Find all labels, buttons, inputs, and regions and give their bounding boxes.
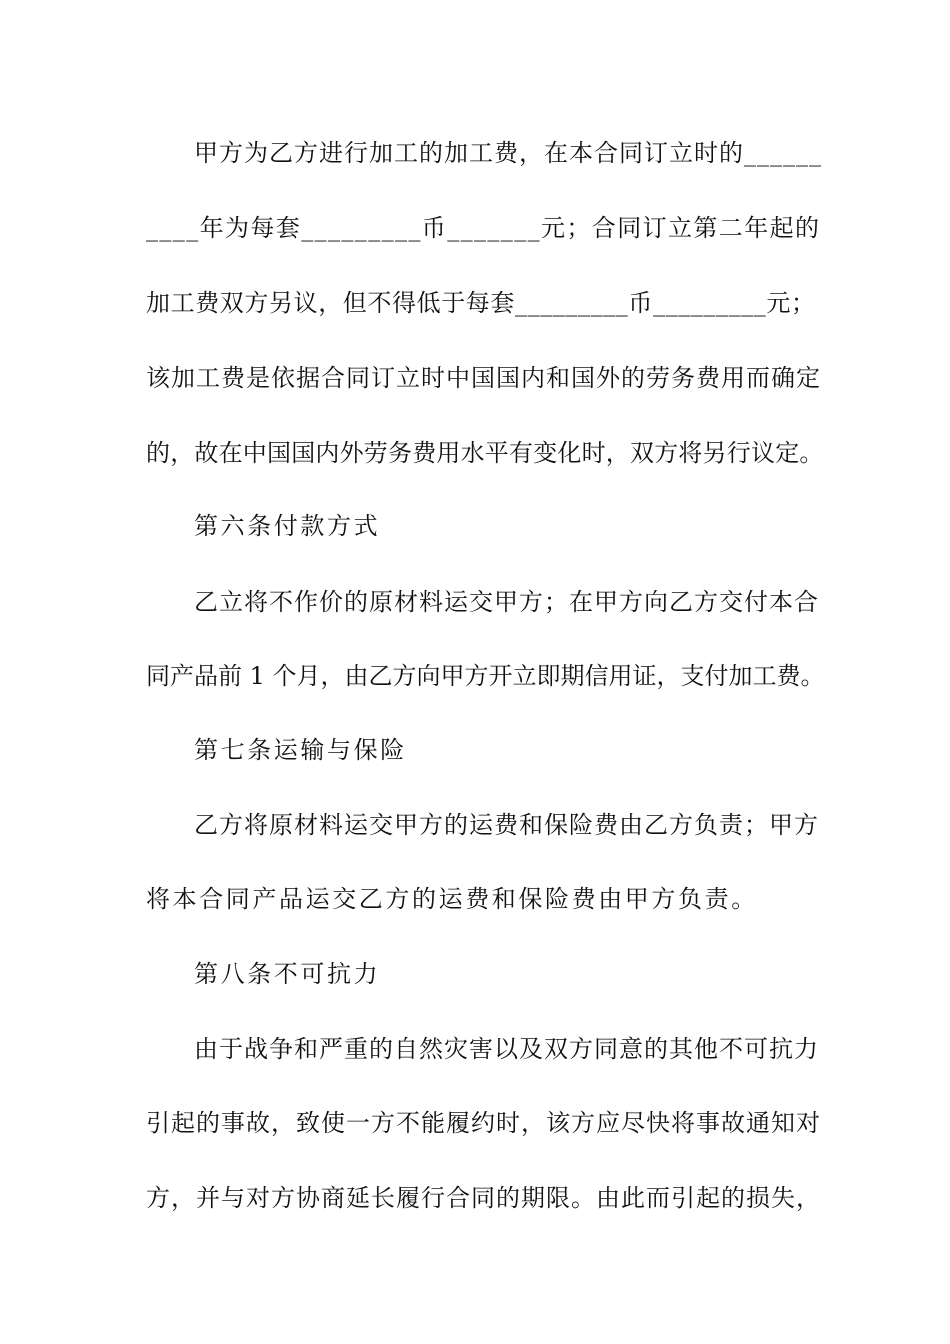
section-heading-payment: 第六条付款方式 [194, 512, 381, 540]
paragraph-line: 甲方为乙方进行加工的加工费，在本合同订立时的______ [194, 139, 822, 167]
paragraph-line: 由于战争和严重的自然灾害以及双方同意的其他不可抗力 [194, 1035, 819, 1063]
paragraph-line: 方，并与对方协商延长履行合同的期限。由此而引起的损失， [146, 1184, 821, 1212]
paragraph-line: 乙方将原材料运交甲方的运费和保险费由乙方负责；甲方 [194, 811, 819, 839]
paragraph-line: 该加工费是依据合同订立时中国国内和国外的劳务费用而确定 [146, 364, 821, 392]
paragraph-line: 同产品前 1 个月，由乙方向甲方开立即期信用证，支付加工费。 [146, 662, 825, 690]
paragraph-line: 将本合同产品运交乙方的运费和保险费由甲方负责。 [146, 885, 758, 913]
paragraph-line: ____年为每套_________币_______元；合同订立第二年起的 [146, 214, 821, 242]
paragraph-line: 乙立将不作价的原材料运交甲方；在甲方向乙方交付本合 [194, 588, 819, 616]
paragraph-line: 的，故在中国国内外劳务费用水平有变化时，双方将另行议定。 [146, 439, 824, 467]
section-heading-transport: 第七条运输与保险 [194, 736, 407, 764]
paragraph-line: 加工费双方另议，但不得低于每套_________币_________元； [146, 289, 816, 317]
section-heading-force-majeure: 第八条不可抗力 [194, 960, 381, 988]
paragraph-line: 引起的事故，致使一方不能履约时，该方应尽快将事故通知对 [146, 1109, 821, 1137]
